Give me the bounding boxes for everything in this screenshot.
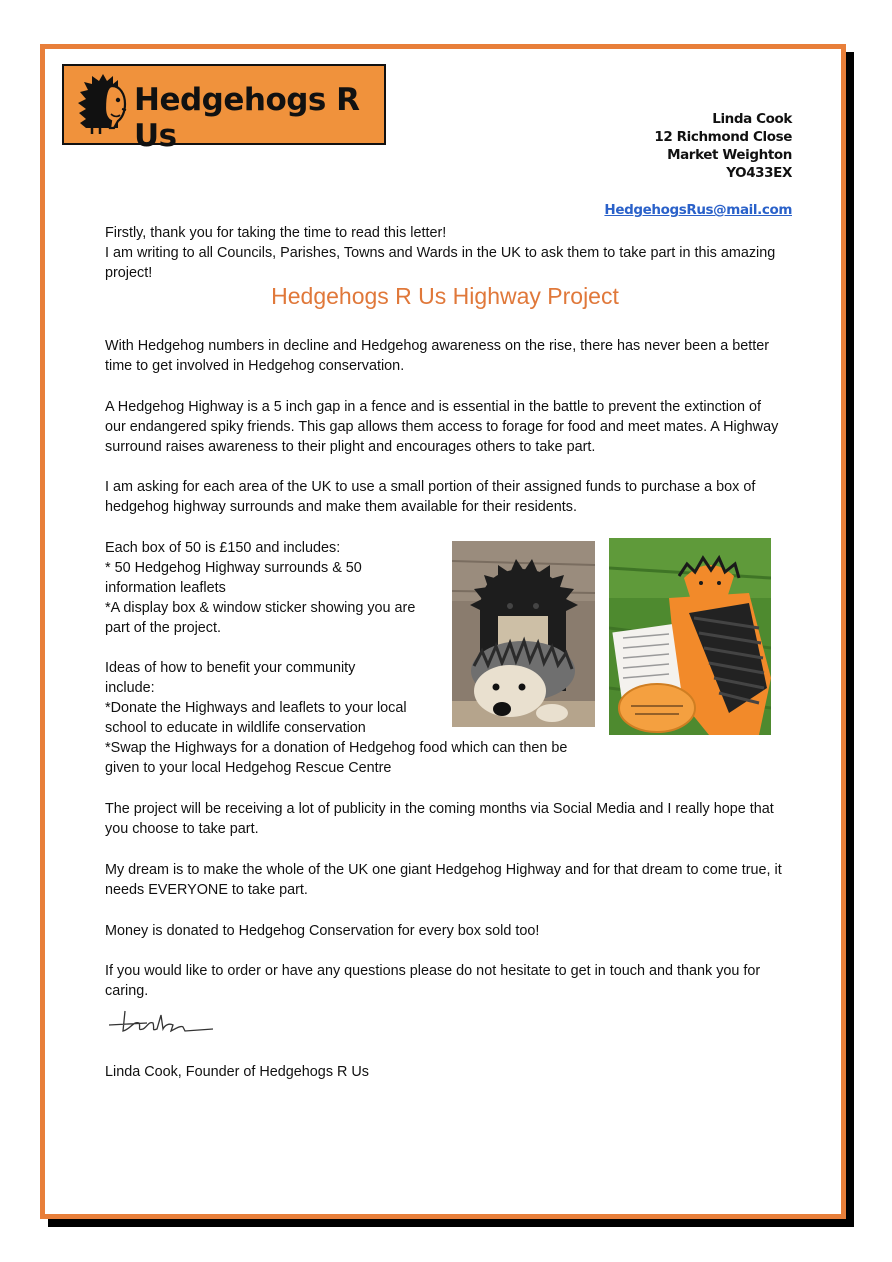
sender-address [654, 110, 792, 182]
sender-street: 12 Richmond Close [654, 129, 792, 145]
intro [105, 223, 785, 283]
box-item-1: * 50 Hedgehog Highway surrounds & 50 information leaflets [105, 560, 362, 596]
paragraph-3: I am asking for each area of the UK to use a small portion of their assigned funds to purchase a box of hedgehog highway surrounds and make them available for their residents. [105, 479, 756, 515]
closing-paragraph-3: Money is donated to Hedgehog Conservation for every box sold too! [105, 923, 540, 939]
box-details [105, 538, 425, 638]
sender-town: Market Weighton [667, 147, 792, 163]
sign-off: Linda Cook, Founder of Hedgehogs R Us [105, 1064, 369, 1080]
ideas-item-1: *Donate the Highways and leaflets to your local school to educate in wildlife conservation [105, 700, 407, 736]
intro-line-2: I am writing to all Councils, Parishes, Towns and Wards in the UK to ask them to take part in this amazing project! [105, 245, 776, 281]
ideas-list [105, 658, 568, 778]
closing-paragraph-1: The project will be receiving a lot of publicity in the coming months via Social Media and I really hope that you choose to take part. [105, 801, 774, 837]
ideas-item-2: *Swap the Highways for a donation of Hedgehog food which can then be given to your local Hedgehog Rescue Centre [105, 740, 568, 776]
display-box-photo [609, 538, 771, 735]
letter-page [40, 44, 846, 1219]
email-link[interactable]: HedgehogsRus@mail.com [604, 202, 792, 218]
paragraph-2: A Hedgehog Highway is a 5 inch gap in a fence and is essential in the battle to prevent the extinction of our endangered spiky friends. This gap allows them access to forage for food and meet mates. A Highway surround raises awareness to their plight and encourages others to take part. [105, 399, 779, 455]
logo [62, 64, 386, 154]
paragraph-1: With Hedgehog numbers in decline and Hedgehog awareness on the rise, there has never been a better time to get involved in Hedgehog conservation. [105, 338, 769, 374]
ideas-heading: Ideas of how to benefit your community include: [105, 660, 356, 696]
hedgehog-logo-icon [78, 74, 128, 136]
highway-photo [452, 541, 595, 727]
sender-name: Linda Cook [712, 111, 792, 127]
sender-postcode: YO433EX [726, 165, 792, 181]
closing-paragraph-2: My dream is to make the whole of the UK one giant Hedgehog Highway and for that dream to come true, it needs EVERYONE to take part. [105, 862, 782, 898]
signature [103, 1001, 215, 1039]
box-item-2: *A display box & window sticker showing you are part of the project. [105, 600, 416, 636]
closing-paragraph-4: If you would like to order or have any questions please do not hesitate to get in touch and thank you for caring. [105, 963, 761, 999]
intro-line-1: Firstly, thank you for taking the time to read this letter! [105, 225, 447, 241]
page-title: Hedgehogs R Us Highway Project [271, 283, 619, 309]
box-heading: Each box of 50 is £150 and includes: [105, 540, 341, 556]
logo-text: Hedgehogs R Us [134, 82, 360, 154]
